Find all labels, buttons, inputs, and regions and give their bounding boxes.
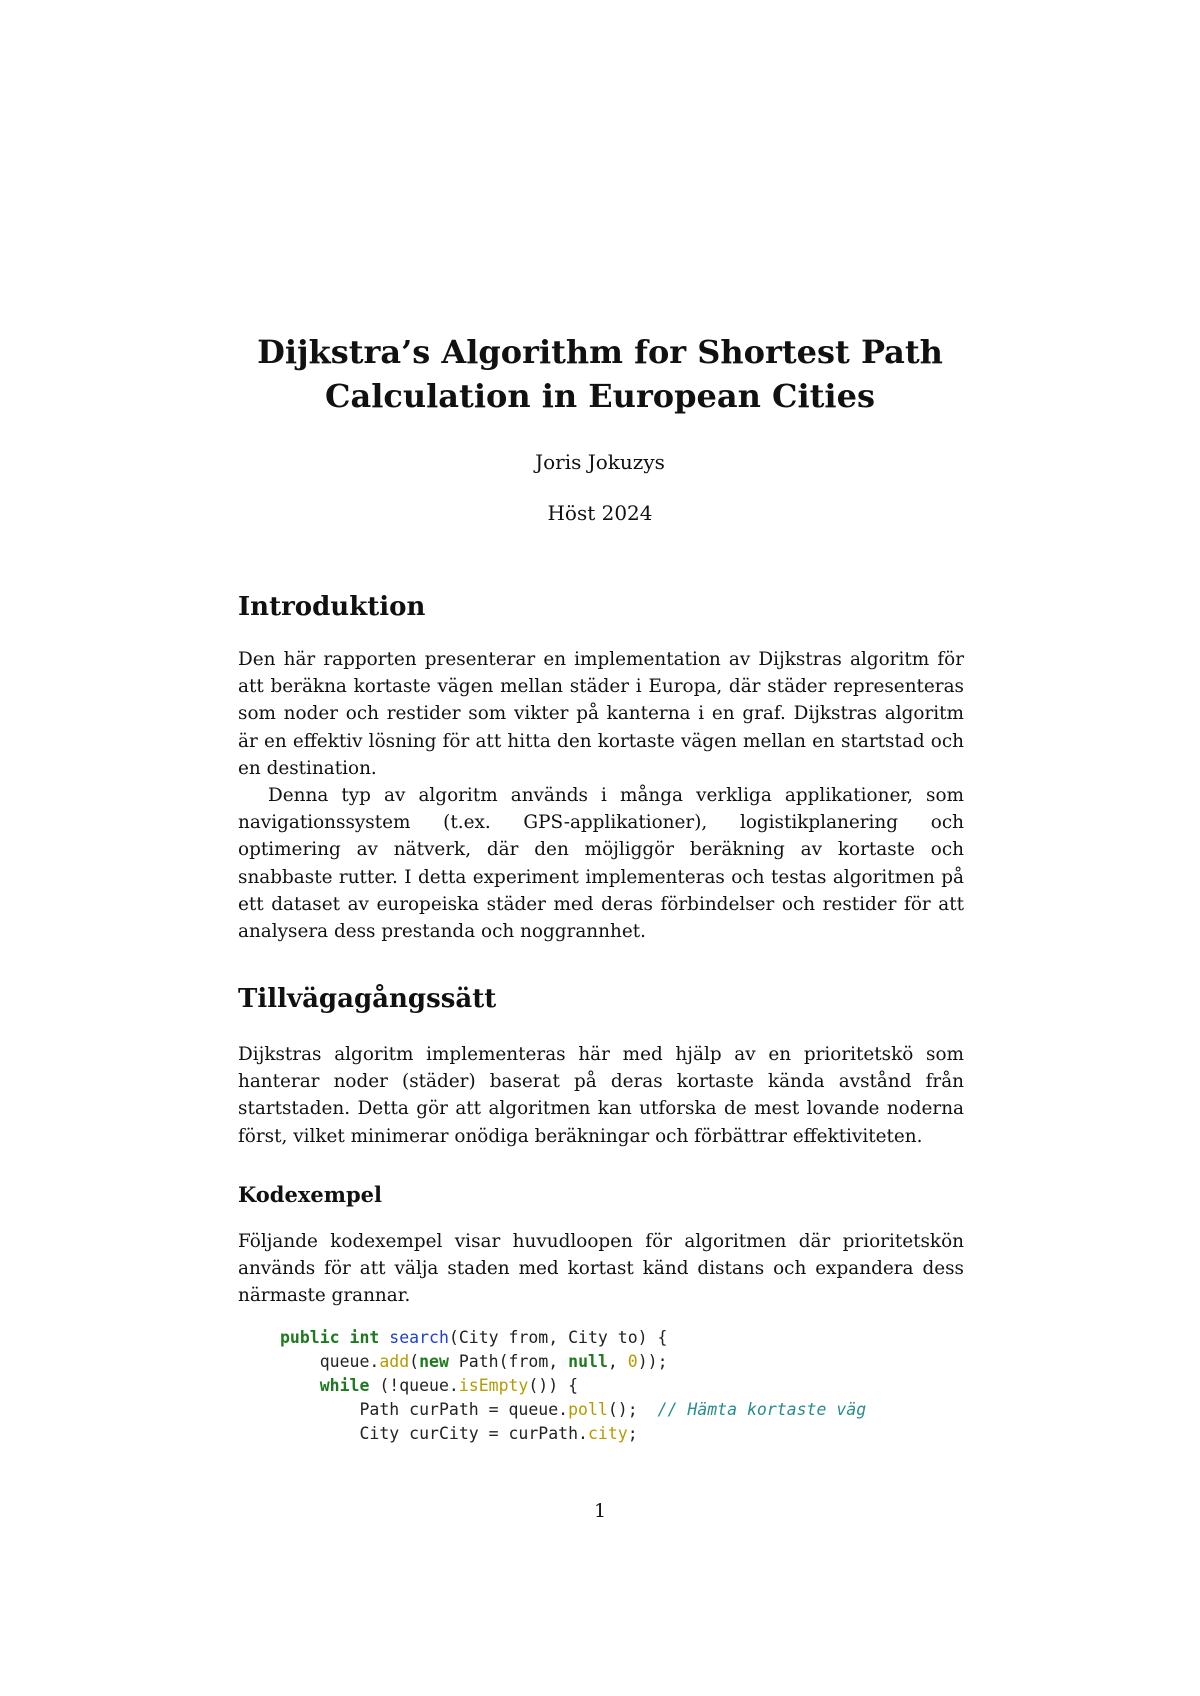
- page-number: 1: [593, 1500, 607, 1522]
- title-line-2: Calculation in European Cities: [325, 377, 875, 415]
- intro-heading: Introduktion: [238, 592, 426, 622]
- code-line-1: public int search(City from, City to) {: [280, 1328, 668, 1347]
- intro-section: [238, 592, 964, 622]
- method-body: [238, 1041, 964, 1150]
- intro-body: [238, 646, 964, 945]
- code-section: [238, 1182, 964, 1207]
- author: Joris Jokuzys: [535, 450, 665, 474]
- paper-title: [0, 330, 1200, 418]
- method-paragraph-1: Dijkstras algoritm implementeras här med hjälp av en prioritetskö som hanterar noder (städer) baserat på deras kortaste kända avstånd från startstaden. Detta gör att algoritmen kan utforska de mest lovande noderna först, vilket minimerar onödiga beräkningar och förbättrar effektiviteten.: [238, 1044, 964, 1147]
- code-heading: Kodexempel: [238, 1182, 382, 1207]
- code-line-2: queue.add(new Path(from, null, 0));: [319, 1352, 668, 1371]
- date: Höst 2024: [547, 501, 653, 525]
- code-line-3: while (!queue.isEmpty()) {: [319, 1376, 579, 1395]
- method-heading: Tillvägagångssätt: [238, 984, 497, 1014]
- code-line-5: City curCity = curPath.city;: [359, 1424, 638, 1443]
- code-intro-paragraph: Följande kodexempel visar huvudloopen för algoritmen där prioritetskön används för att välja staden med kortast känd distans och expandera dess närmaste grannar.: [238, 1231, 964, 1307]
- intro-paragraph-1: Den här rapporten presenterar en implementation av Dijkstras algoritm för att beräkna kortaste vägen mellan städer i Europa, där städer representeras som noder och restider som vikter på kanterna i en graf. Dijkstras algoritm är en effektiv lösning för att hitta den kortaste vägen mellan en startstad och en destination.: [238, 649, 964, 779]
- code-intro-body: [238, 1228, 964, 1310]
- code-listing: [280, 1326, 980, 1446]
- intro-paragraph-2: Denna typ av algoritm används i många verkliga applikationer, som navigationssystem (t.ex. GPS-applikationer), logistikplanering och optimering av nätverk, där den möjliggör beräkning av kortaste och snabbaste rutter. I detta experiment implementeras och testas algoritmen på ett dataset av europeiska städer med deras förbindelser och restider för att analysera dess prestanda och noggrannhet.: [238, 785, 964, 943]
- method-section: [238, 984, 964, 1014]
- title-line-1: Dijkstra’s Algorithm for Shortest Path: [257, 333, 943, 371]
- code-line-4: Path curPath = queue.poll(); // Hämta kortaste väg: [359, 1400, 867, 1419]
